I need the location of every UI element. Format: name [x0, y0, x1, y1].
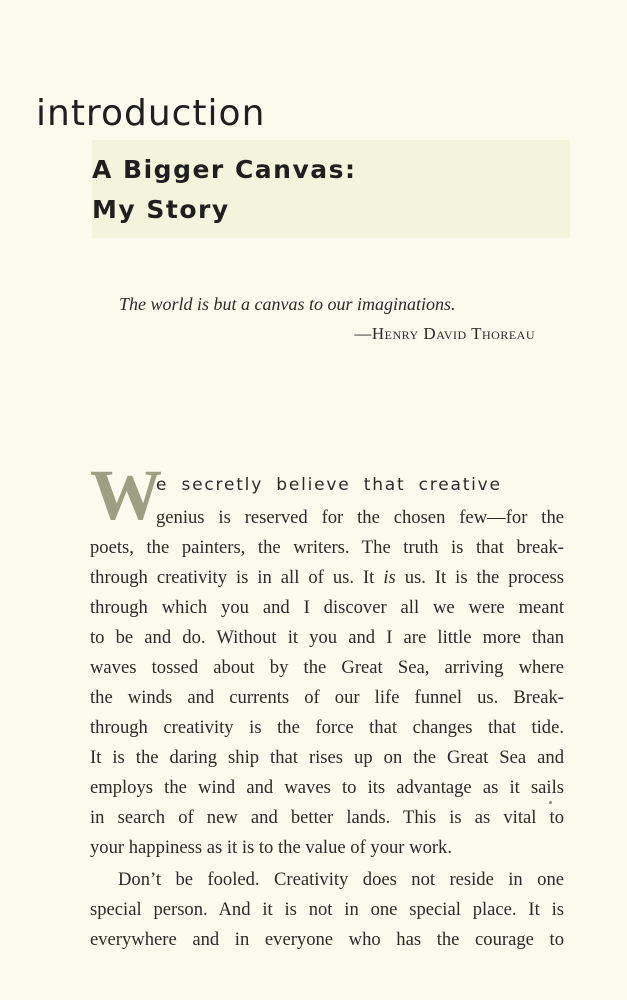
body-line: through creativity is the force that changes that tide. [90, 717, 564, 738]
body-line: through which you and I discover all we were meant [90, 597, 564, 618]
body-line: special person. And it is not in one special place. It is [90, 899, 564, 920]
lead-in-line: e secretly believe that creative [156, 475, 502, 495]
body-line: waves tossed about by the Great Sea, arriving where [90, 657, 564, 678]
body-line: your happiness as it is to the value of your work. [90, 837, 452, 858]
scan-speck [549, 801, 552, 804]
body-line: to be and do. Without it you and I are little more than [90, 627, 564, 648]
body-line: through creativity is in all of us. It is us. It is the process [90, 567, 564, 588]
body-line: genius is reserved for the chosen few—for the [156, 507, 564, 528]
body-line: the winds and currents of our life funnel us. Break- [90, 687, 564, 708]
chapter-label: introduction [36, 93, 266, 134]
body-line: poets, the painters, the writers. The truth is that break- [90, 537, 564, 558]
chapter-title-line-2: My Story [92, 195, 230, 224]
body-line: Don’t be fooled. Creativity does not reside in one [118, 869, 564, 890]
body-line: It is the daring ship that rises up on the Great Sea and [90, 747, 564, 768]
chapter-title-line-1: A Bigger Canvas: [92, 155, 357, 184]
body-line: employs the wind and waves to its advantage as it sails [90, 777, 564, 798]
drop-cap: W [90, 455, 159, 535]
body-line: everywhere and in everyone who has the courage to [90, 929, 564, 950]
emphasis: is [383, 567, 396, 588]
body-line: in search of new and better lands. This is as vital to [90, 807, 564, 828]
epigraph-attribution: —Henry David Thoreau [354, 324, 535, 343]
epigraph-quote: The world is but a canvas to our imaginations. [119, 294, 456, 314]
